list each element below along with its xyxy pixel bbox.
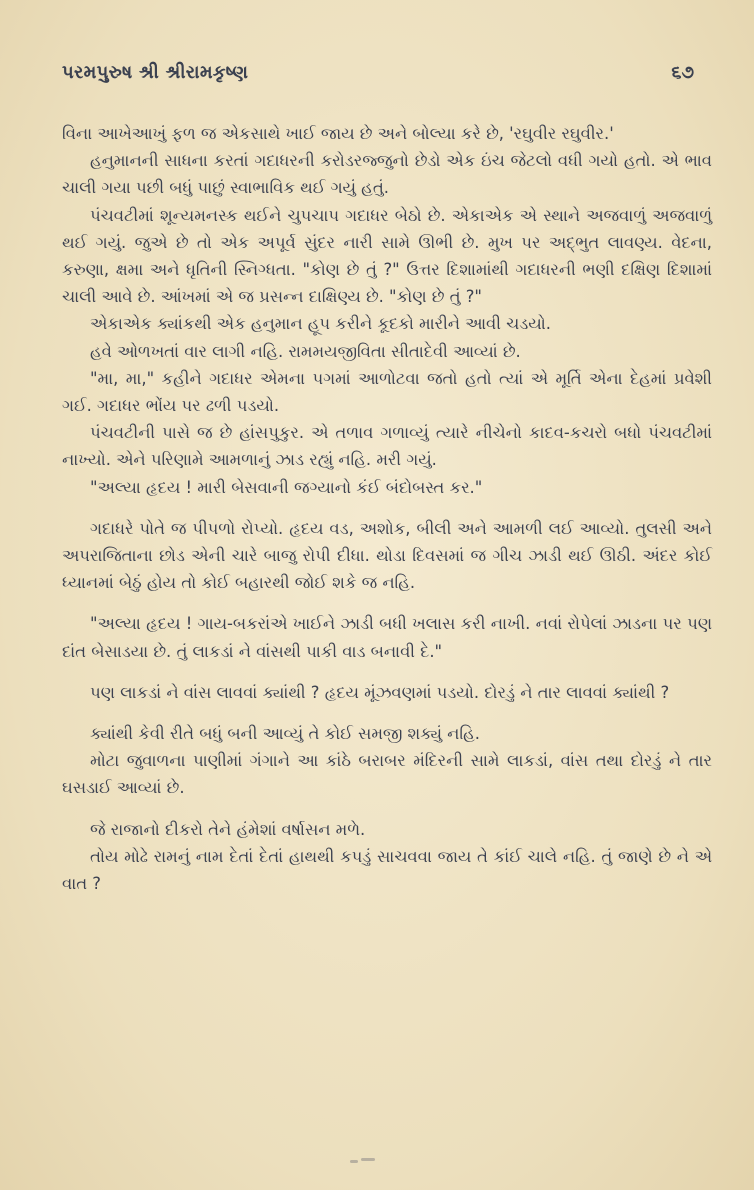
paragraph: પંચવટીમાં શૂન્યમનસ્ક થઈને ચુપચાપ ગદાધર બેઠો છે. એકાએક એ સ્થાને અજવાળું અજવાળું થઈ ગયું. જુએ છે તો એક અપૂર્વ સુંદર નારી સામે ઊભી છે. મુખ પર અદ્ભુત લાવણ્ય. વેદના, કરુણા, ક્ષમા અને ધૃતિની સ્નિગ્ધતા. "કોણ છે તું ?" ઉત્તર દિશામાંથી ગદાધરની ભણી દક્ષિણ દિશામાં ચાલી આવે છે. આંખમાં એ જ પ્રસન્ન દાક્ષિણ્ય છે. "કોણ છે તું ?"	[62, 205, 712, 307]
running-title: પરમપુરુષ શ્રી શ્રીરામકૃષ્ણ	[62, 62, 249, 83]
page-number: ૬૭	[671, 62, 694, 83]
paragraph: તોય મોઢે રામનું નામ દેતાં દેતાં હાથથી કપડું સાચવવા જાય તે કાંઈ ચાલે નહિ. તું જાણે છે ને એ વાત ?	[62, 846, 712, 894]
paragraph: જે રાજાનો દીકરો તેને હંમેશાં વર્ષાસન મળે.	[90, 819, 366, 839]
paragraph: "અલ્યા હૃદય ! ગાય-બકરાંએ ખાઈને ઝાડી બધી ખલાસ કરી નાખી. નવાં રોપેલાં ઝાડના પર પણ દાંત બેસાડયા છે. તું લાકડાં ને વાંસથી પાકી વાડ બનાવી દે."	[62, 614, 712, 661]
paragraph: પણ લાકડાં ને વાંસ લાવવાં ક્યાંથી ? હૃદય મૂંઝવણમાં પડયો. દોરડું ને તાર લાવવાં ક્યાંથી ?	[90, 682, 670, 702]
paragraph: એકાએક ક્યાંકથી એક હનુમાન હૂપ કરીને કૂદકો મારીને આવી ચડયો.	[90, 314, 551, 334]
body-text	[62, 120, 712, 897]
page-header	[62, 58, 694, 94]
paragraph: પંચવટીની પાસે જ છે હાંસપુકુર. એ તળાવ ગળાવ્યું ત્યારે નીચેનો કાદવ-કચરો બધો પંચવટીમાં નાખ્યો. એને પરિણામે આમળાનું ઝાડ રહ્યું નહિ. મરી ગયું.	[62, 423, 712, 470]
paragraph: ગદાધરે પોતે જ પીપળો રોપ્યો. હૃદય વડ, અશોક, બીલી અને આમળી લઈ આવ્યો. તુલસી અને અપરાજિતાના છોડ એની ચારે બાજુ રોપી દીધા. થોડા દિવસમાં જ ગીચ ઝાડી થઈ ઊઠી. અંદર કોઈ ધ્યાનમાં બેઠું હોય તો કોઈ બહારથી જોઈ શકે જ નહિ.	[62, 518, 712, 593]
paragraph: વિના આખેઆખું ફળ જ એકસાથે ખાઈ જાય છે અને બોલ્યા કરે છે, 'રઘુવીર રઘુવીર.'	[62, 124, 614, 143]
paragraph: હવે ઓળખતાં વાર લાગી નહિ. રામમયજીવિતા સીતાદેવી આવ્યાં છે.	[90, 341, 521, 361]
footer-ornament	[350, 1158, 380, 1164]
paragraph: "મા, મા," કહીને ગદાધર એમના પગમાં આળોટવા જતો હતો ત્યાં એ મૂર્તિ એના દેહમાં પ્રવેશી ગઈ. ગદાધર ભોંય પર ઢળી પડયો.	[62, 368, 712, 416]
paragraph: મોટા જુવાળના પાણીમાં ગંગાને આ કાંઠે બરાબર મંદિરની સામે લાકડાં, વાંસ તથા દોરડું ને તાર ઘસડાઈ આવ્યાં છે.	[62, 751, 712, 798]
paragraph: "અલ્યા હૃદય ! મારી બેસવાની જગ્યાનો કંઈ બંદોબસ્ત કર."	[90, 477, 483, 497]
paragraph: હનુમાનની સાધના કરતાં ગદાધરની કરોડરજ્જુનો છેડો એક ઇંચ જેટલો વધી ગયો હતો. એ ભાવ ચાલી ગયા પછી બધું પાછું સ્વાભાવિક થઈ ગયું હતું.	[62, 151, 712, 198]
paragraph: ક્યાંથી કેવી રીતે બધું બની આવ્યું તે કોઈ સમજી શક્યું નહિ.	[90, 724, 480, 744]
